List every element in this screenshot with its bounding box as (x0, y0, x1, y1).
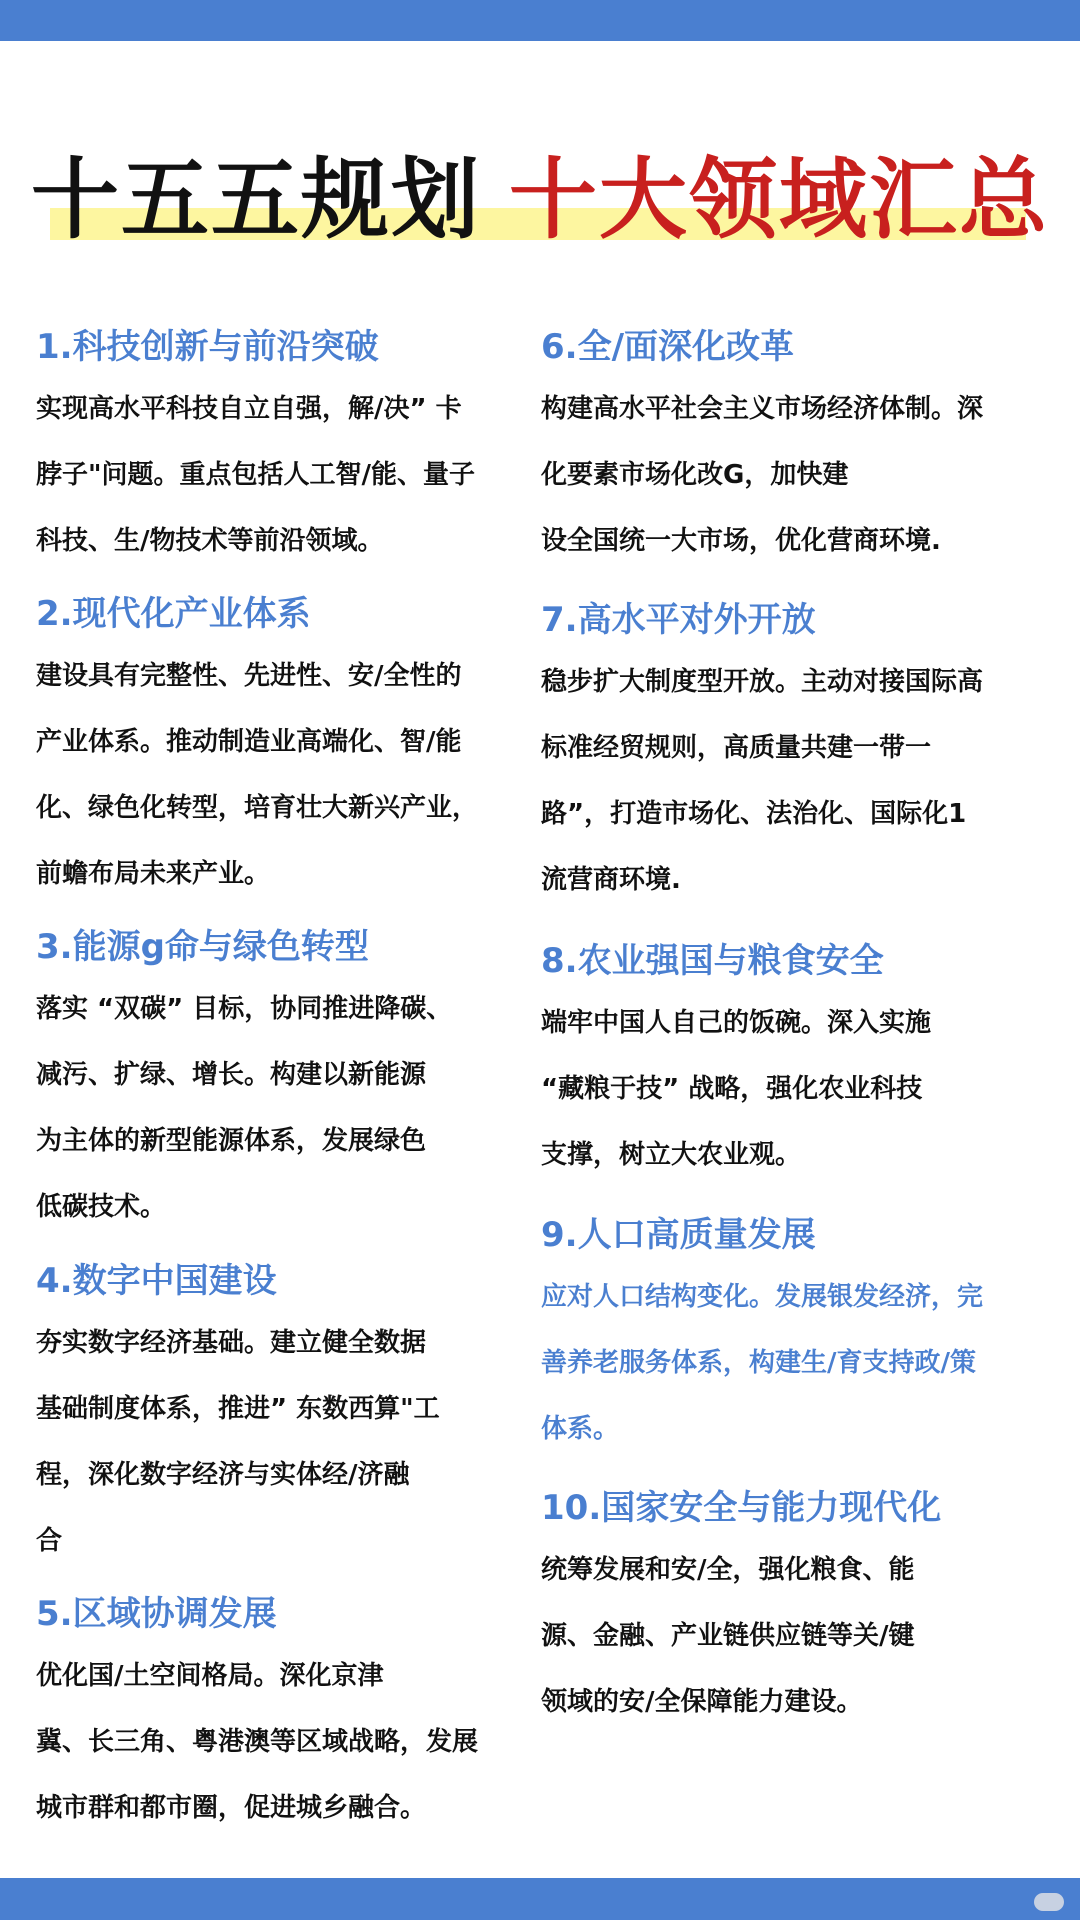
item-text-line: 构建高水平社会主义市场经济体制。深 (541, 394, 984, 424)
item-10 (541, 1479, 941, 1735)
item-text-line: 化要素市场化改G，加快建 (541, 460, 849, 490)
bottom-color-bar (0, 1878, 1080, 1920)
item-heading: 1.科技创新与前沿突破 (36, 327, 379, 367)
item-heading: 10.国家安全与能力现代化 (541, 1488, 942, 1528)
item-7 (541, 591, 983, 913)
item-text-line: 化、绿色化转型，培育壮大新兴产业， (36, 793, 479, 823)
item-heading: 8.农业强国与粮食安全 (541, 941, 884, 981)
item-text-line: 城市群和都市圈，促进城乡融合。 (36, 1793, 427, 1823)
item-text-line: 稳步扩大制度型开放。主动对接国际高 (541, 667, 984, 697)
item-5 (36, 1585, 478, 1841)
item-heading: 3.能源g命与绿色转型 (36, 927, 369, 967)
item-text-line: 为主体的新型能源体系，发展绿色 (36, 1126, 427, 1156)
item-8 (541, 932, 931, 1188)
item-text-line: 产业体系。推动制造业高端化、智/能 (36, 727, 462, 757)
page-title (0, 150, 1080, 250)
item-text-line: 程，深化数字经济与实体经/济融 (36, 1460, 410, 1490)
item-text-line: 科技、生/物技术等前沿领域。 (36, 526, 384, 556)
item-text-line: 夯实数字经济基础。建立健全数据 (36, 1328, 427, 1358)
item-9 (541, 1206, 983, 1462)
item-heading: 6.全/面深化改革 (541, 327, 794, 367)
item-text-line: 落实 “双碳” 目标，协同推进降碳、 (36, 994, 453, 1024)
watermark-badge (1034, 1893, 1064, 1911)
title-text (0, 150, 1080, 250)
item-text-line: 实现高水平科技自立自强，解/决” 卡 (36, 394, 462, 424)
item-text-line: 应对人口结构变化。发展银发经济，完 (541, 1282, 984, 1312)
item-text-line: 体系。 (541, 1414, 620, 1444)
item-text-line: 减污、扩绿、增长。构建以新能源 (36, 1060, 427, 1090)
item-text-line: 标准经贸规则，高质量共建一带一 (541, 733, 932, 763)
item-text-line: 源、金融、产业链供应链等关/键 (541, 1621, 915, 1651)
top-color-bar (0, 0, 1080, 41)
item-text-line: 流营商环境. (541, 865, 681, 895)
item-4 (36, 1252, 440, 1574)
item-heading: 4.数字中国建设 (36, 1261, 277, 1301)
item-text-line: 路”，打造市场化、法治化、国际化1 (541, 799, 967, 829)
item-text-line: 基础制度体系，推进” 东数西算"工 (36, 1394, 440, 1424)
item-heading: 5.区域协调发展 (36, 1594, 277, 1634)
item-text-line: 优化国/土空间格局。深化京津 (36, 1661, 384, 1691)
item-text-line: 领域的安/全保障能力建设。 (541, 1687, 863, 1717)
item-text-line: “藏粮于技” 战略，强化农业科技 (541, 1074, 923, 1104)
item-text-line: 支撑，树立大农业观。 (541, 1140, 802, 1170)
item-text-line: 统筹发展和安/全，强化粮食、能 (541, 1555, 915, 1585)
item-1 (36, 318, 475, 574)
item-text-line: 端牢中国人自己的饭碗。深入实施 (541, 1008, 932, 1038)
item-heading: 9.人口高质量发展 (541, 1215, 816, 1255)
item-text-line: 低碳技术。 (36, 1192, 167, 1222)
item-text-line: 合 (36, 1526, 63, 1556)
item-2 (36, 585, 478, 907)
item-text-line: 前蟾布局未来产业。 (36, 859, 271, 889)
item-heading: 7.高水平对外开放 (541, 600, 816, 640)
item-text-line: 冀、长三角、粤港澳等区域战略，发展 (36, 1727, 479, 1757)
item-3 (36, 918, 452, 1240)
item-text-line: 建设具有完整性、先进性、安/全性的 (36, 661, 462, 691)
item-text-line: 设全国统一大市场，优化营商环境. (541, 526, 941, 556)
title-part-black: 十五五规划 (30, 148, 481, 251)
item-text-line: 善养老服务体系，构建生/育支持政/策 (541, 1348, 976, 1378)
title-part-red: 十大领域汇总 (509, 148, 1050, 251)
item-6 (541, 318, 983, 574)
item-text-line: 脖子"问题。重点包括人工智/能、量子 (36, 460, 476, 490)
item-heading: 2.现代化产业体系 (36, 594, 311, 634)
